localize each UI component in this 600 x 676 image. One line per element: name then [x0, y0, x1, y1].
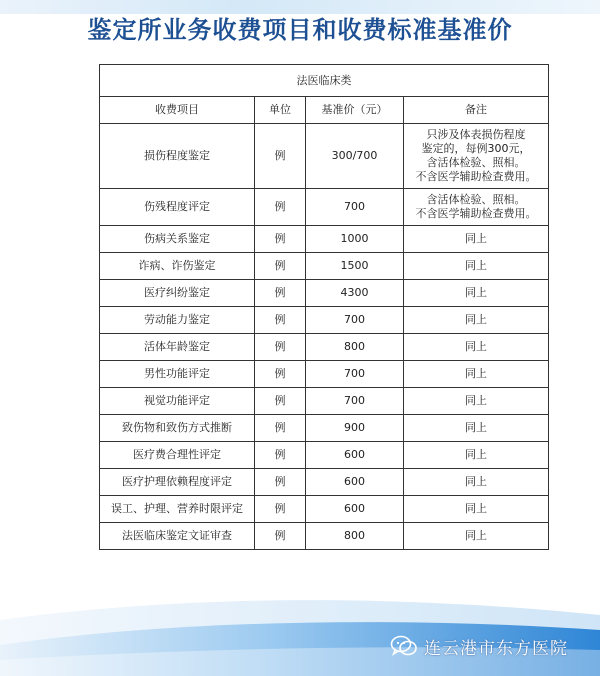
note-line: 同上 [465, 340, 487, 353]
cell-note [404, 307, 549, 334]
table-body [100, 124, 549, 550]
note-line: 同上 [465, 232, 487, 245]
cell-price: 300/700 [306, 124, 404, 189]
note-line: 同上 [465, 475, 487, 488]
cell-item: 伤残程度评定 [100, 189, 255, 226]
cell-note [404, 280, 549, 307]
header-price: 基准价（元） [306, 97, 404, 124]
cell-item: 医疗费合理性评定 [100, 442, 255, 469]
cell-price: 1500 [306, 253, 404, 280]
note-line: 含活体检验、照相。 [426, 193, 526, 206]
cell-price: 700 [306, 189, 404, 226]
cell-note [404, 415, 549, 442]
table-row [100, 496, 549, 523]
table-row [100, 442, 549, 469]
table-row [100, 415, 549, 442]
cell-note [404, 496, 549, 523]
table-row [100, 388, 549, 415]
note-line: 同上 [465, 421, 487, 434]
cell-note [404, 124, 549, 189]
cell-item: 活体年龄鉴定 [100, 334, 255, 361]
cell-unit: 例 [255, 253, 306, 280]
cell-note [404, 469, 549, 496]
table-row [100, 124, 549, 189]
cell-unit: 例 [255, 523, 306, 550]
note-line: 鉴定的，每例300元， [421, 142, 531, 155]
note-line: 同上 [465, 259, 487, 272]
wechat-watermark [390, 633, 590, 659]
cell-price: 600 [306, 442, 404, 469]
header-item: 收费项目 [100, 97, 255, 124]
note-line: 同上 [465, 502, 487, 515]
note-line: 同上 [465, 286, 487, 299]
cell-item: 伤病关系鉴定 [100, 226, 255, 253]
note-line: 同上 [465, 448, 487, 461]
cell-note [404, 523, 549, 550]
fee-table [99, 64, 549, 550]
cell-unit: 例 [255, 226, 306, 253]
table-row [100, 280, 549, 307]
cell-price: 800 [306, 334, 404, 361]
cell-unit: 例 [255, 442, 306, 469]
cell-item: 诈病、诈伤鉴定 [100, 253, 255, 280]
cell-note [404, 253, 549, 280]
table-row [100, 469, 549, 496]
cell-item: 医疗纠纷鉴定 [100, 280, 255, 307]
cell-unit: 例 [255, 124, 306, 189]
note-line: 只涉及体表损伤程度 [426, 128, 526, 141]
cell-note [404, 388, 549, 415]
cell-item: 视觉功能评定 [100, 388, 255, 415]
table-row [100, 226, 549, 253]
section-row [100, 65, 549, 97]
cell-unit: 例 [255, 496, 306, 523]
table-row [100, 307, 549, 334]
cell-note [404, 226, 549, 253]
cell-note [404, 189, 549, 226]
watermark-text: 连云港市东方医院 [424, 638, 568, 659]
note-line: 同上 [465, 367, 487, 380]
cell-price: 600 [306, 496, 404, 523]
cell-item: 劳动能力鉴定 [100, 307, 255, 334]
cell-unit: 例 [255, 361, 306, 388]
cell-note [404, 334, 549, 361]
cell-price: 600 [306, 469, 404, 496]
table-row [100, 334, 549, 361]
cell-price: 4300 [306, 280, 404, 307]
cell-price: 900 [306, 415, 404, 442]
cell-item: 医疗护理依赖程度评定 [100, 469, 255, 496]
note-line: 同上 [465, 313, 487, 326]
header-note: 备注 [404, 97, 549, 124]
cell-price: 800 [306, 523, 404, 550]
note-line: 同上 [465, 394, 487, 407]
cell-price: 700 [306, 307, 404, 334]
note-line: 不含医学辅助检查费用。 [415, 170, 537, 183]
note-line: 同上 [465, 529, 487, 542]
cell-note [404, 442, 549, 469]
table-row [100, 253, 549, 280]
wechat-icon [390, 634, 418, 658]
cell-item: 损伤程度鉴定 [100, 124, 255, 189]
note-line: 不含医学辅助检查费用。 [415, 207, 537, 220]
cell-unit: 例 [255, 388, 306, 415]
header-row [100, 97, 549, 124]
cell-note [404, 361, 549, 388]
cell-price: 700 [306, 361, 404, 388]
cell-price: 1000 [306, 226, 404, 253]
cell-unit: 例 [255, 307, 306, 334]
cell-unit: 例 [255, 415, 306, 442]
header-unit: 单位 [255, 97, 306, 124]
note-line: 含活体检验、照相。 [426, 156, 526, 169]
cell-item: 法医临床鉴定文证审查 [100, 523, 255, 550]
table-row [100, 361, 549, 388]
section-title: 法医临床类 [100, 65, 549, 97]
cell-item: 误工、护理、营养时限评定 [100, 496, 255, 523]
cell-unit: 例 [255, 334, 306, 361]
cell-unit: 例 [255, 469, 306, 496]
cell-price: 700 [306, 388, 404, 415]
cell-unit: 例 [255, 280, 306, 307]
page-title: 鉴定所业务收费项目和收费标准基准价 [87, 16, 513, 44]
table-row [100, 523, 549, 550]
cell-unit: 例 [255, 189, 306, 226]
cell-item: 致伤物和致伤方式推断 [100, 415, 255, 442]
cell-item: 男性功能评定 [100, 361, 255, 388]
table-row [100, 189, 549, 226]
